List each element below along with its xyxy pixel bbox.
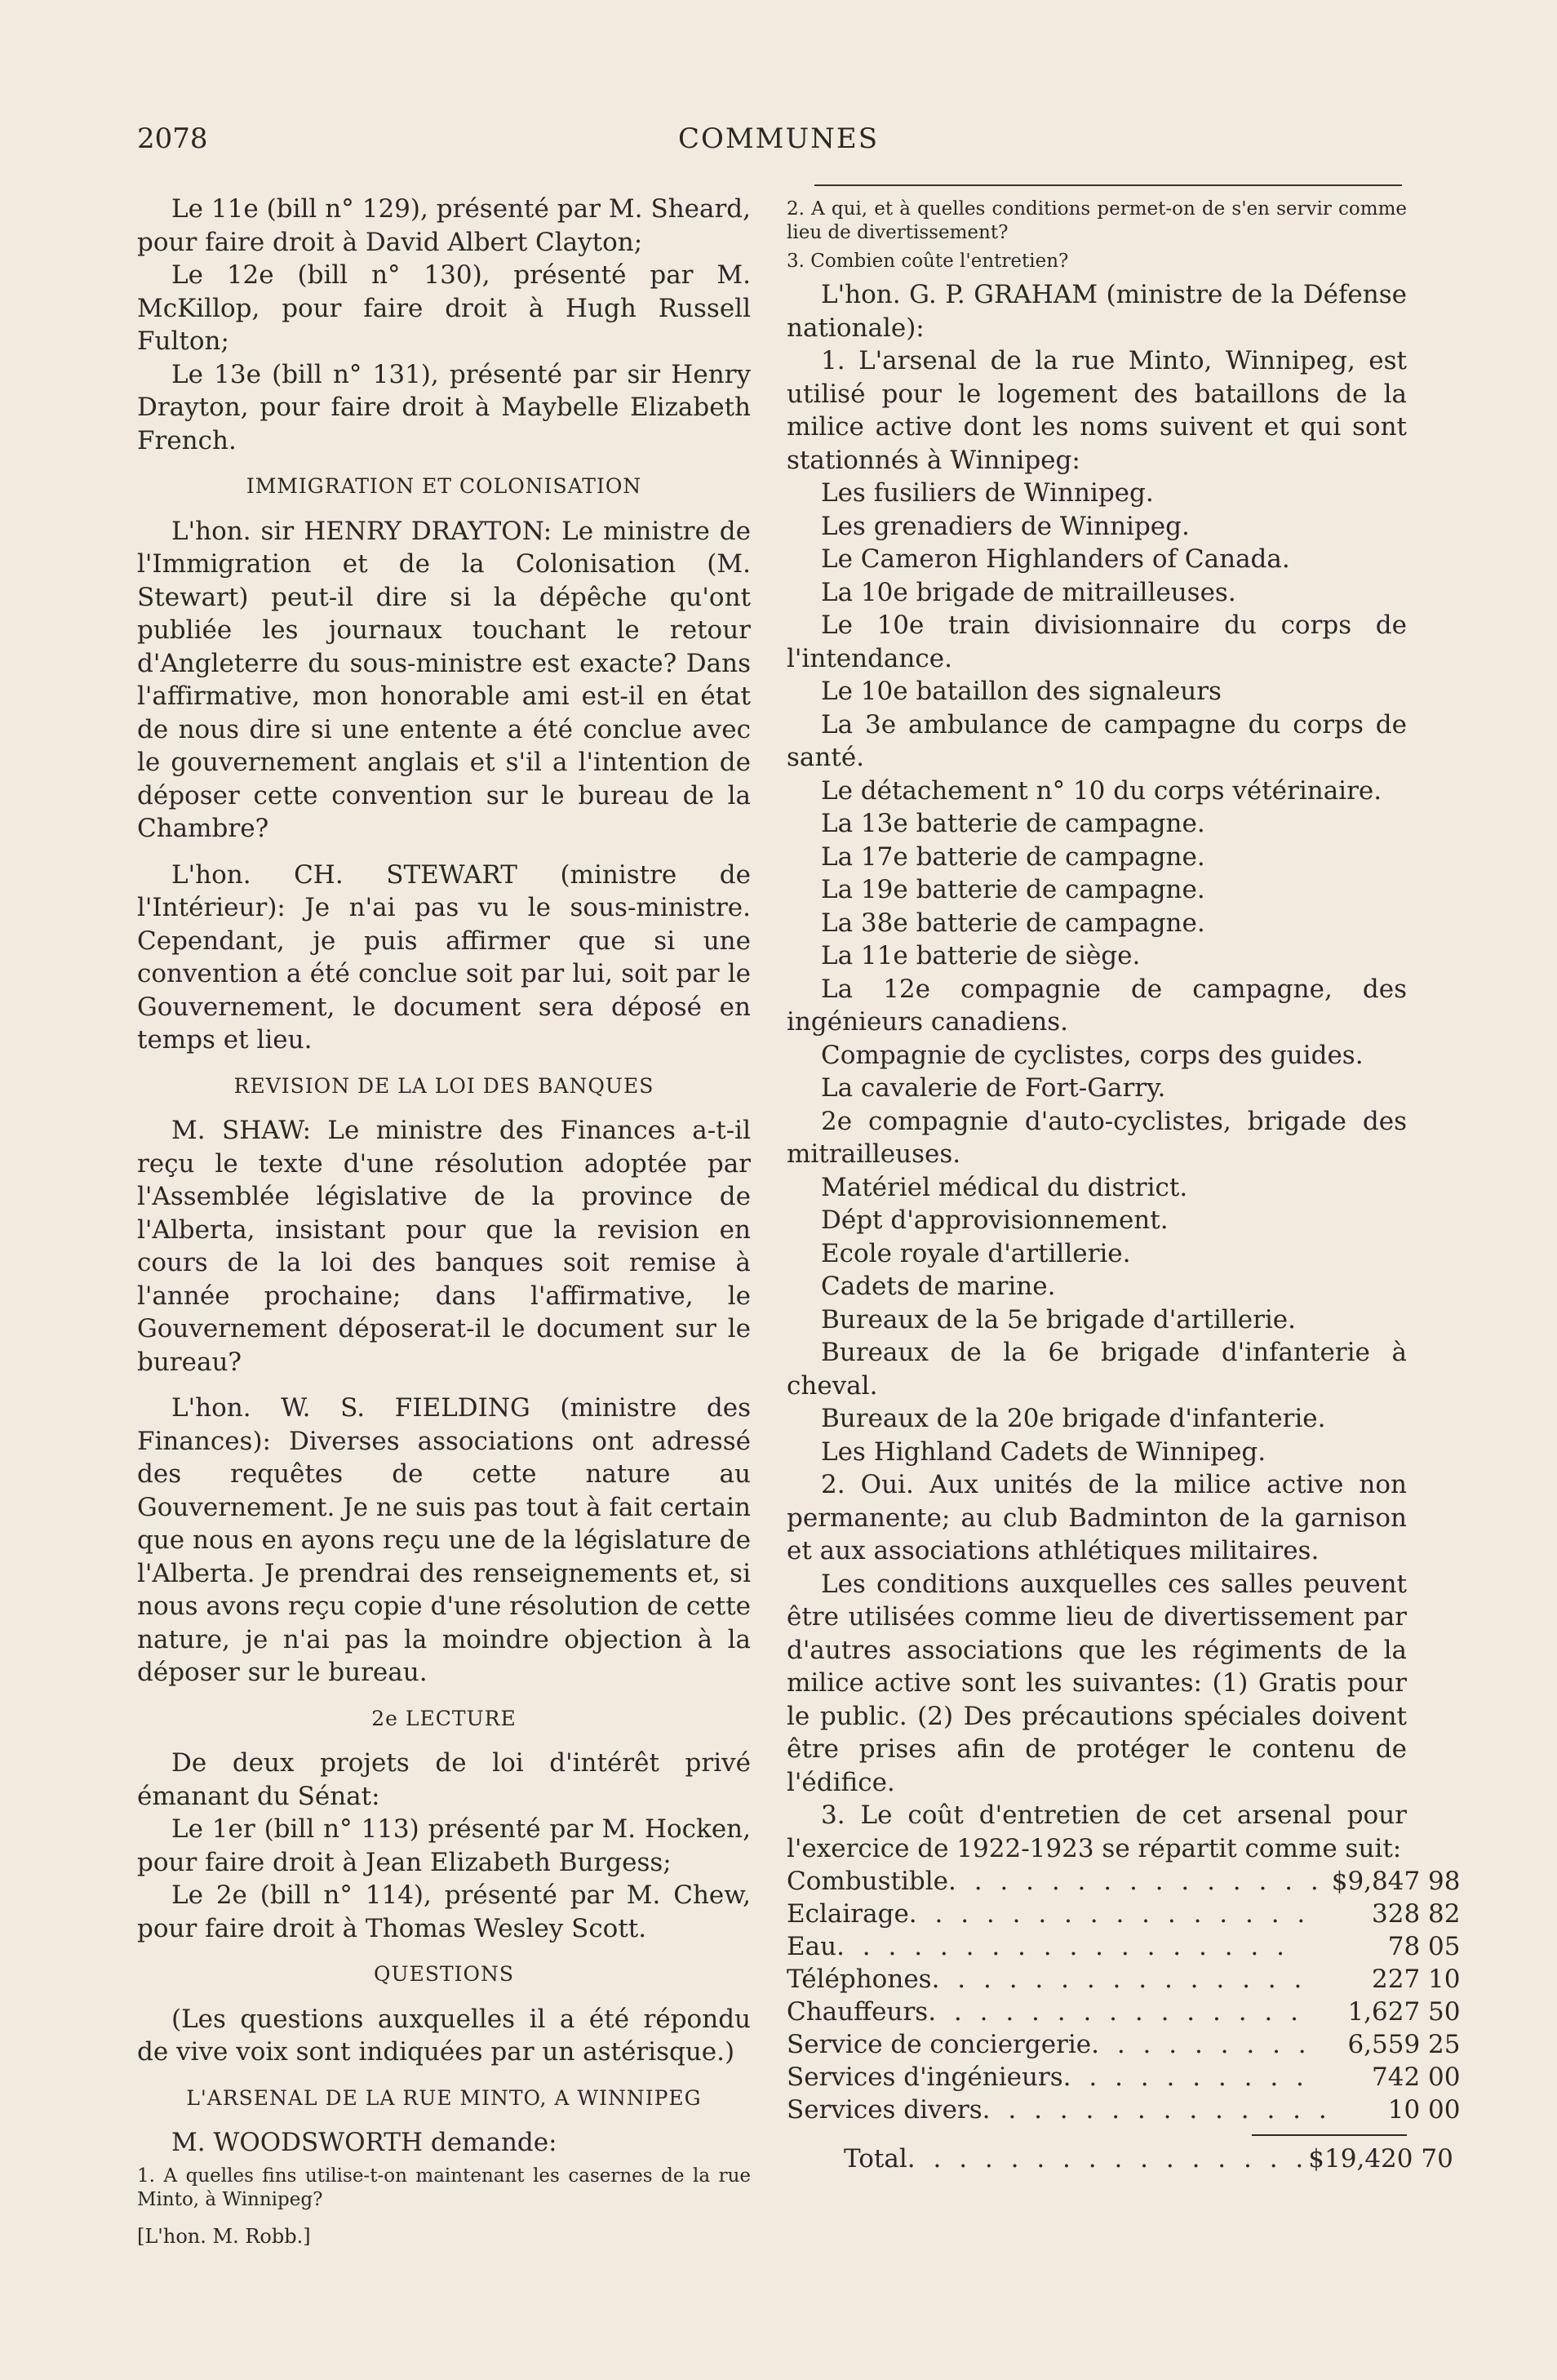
list-item: La 17e batterie de campagne. [821,841,1205,872]
paragraph: (Les questions auxquelles il a été répondu de vive voix sont indiquées par un astérisque.) [137,2004,751,2067]
section-heading-questions: QUESTIONS [374,1962,514,1986]
paragraph: De deux projets de loi d'intérêt privé émanant du Sénat: [137,1748,751,1811]
table-row [787,1930,1461,1963]
bill-entry: Le 12e (bill n° 130), présenté par M. McKillop, pour faire droit à Hugh Russell Fulton; [137,260,751,356]
list-item: Les fusiliers de Winnipeg. [821,478,1154,508]
list-item: La 12e compagnie de campagne, des ingénieurs canadiens. [787,974,1407,1037]
sum-rule [1252,2134,1407,2136]
currency-sign [1332,1898,1348,1930]
cost-table [787,1865,1461,2126]
paragraph: M. SHAW: Le ministre des Finances a-t-il reçu le texte d'une résolution adoptée par l'Assemblée législative de la province de l'Alberta, insistant pour que la revision en cours de la loi des banques soit remise à l'année prochaine; dans l'affirmative, le Gouvernement déposerat-il le document sur le bureau? [137,1116,751,1377]
leader-dots: . . . . . . . . . . . . . . . [928,1997,1303,2027]
bill-entry: Le 11e (bill n° 129), présenté par M. Sheard, pour faire droit à David Albert Clayton; [137,194,751,257]
page-title: COMMUNES [677,122,880,155]
table-row [787,2061,1461,2094]
cost-label: Services divers [787,2095,983,2125]
paragraph: Le 2e (bill n° 114), présenté par M. Chew, pour faire droit à Thomas Wesley Scott. [137,1880,751,1943]
paragraph: L'hon. CH. STEWART (ministre de l'Intérieur): Je n'ai pas vu le sous-ministre. Cependant, je puis affirmer que si une convention a été conclue soit par lui, soit par le Gouvernement, le document sera déposé en temps et lieu. [137,859,751,1055]
total-label: Total [844,2144,907,2174]
currency-sign [1332,2094,1348,2126]
cost-amount: 78 05 [1387,1932,1461,1961]
cost-amount: 6,559 25 [1347,2030,1461,2059]
question-text: 1. A quelles fins utilise-t-on maintenant les casernes de la rue Minto, à Winnipeg? [137,2165,751,2210]
cost-amount: 10 00 [1387,2095,1461,2125]
list-item: La 19e batterie de campagne. [821,875,1205,904]
paragraph: M. WOODSWORTH demande: [171,2128,557,2157]
cost-label: Chauffeurs [787,1997,929,2027]
question-text: 2. A qui, et à quelles conditions permet-on de s'en servir comme lieu de divertissement? [787,198,1407,243]
paragraph: L'hon. W. S. FIELDING (ministre des Finances): Diverses associations ont adressé des requêtes de cette nature au Gouvernement. Je ne suis pas tout à fait certain que nous en ayons reçu une de la législature de l'Alberta. Je prendrai des renseignements et, si nous avons reçu copie d'une résolution de cette nature, je n'ai pas la moindre objection à la déposer sur le bureau. [137,1393,751,1687]
leader-dots: . . . . . . . . . . . . . . . . [907,2144,1309,2174]
table-row [787,2028,1461,2061]
leader-dots: . . . . . . . . . . . . . . . [931,1965,1307,1994]
left-column [137,193,751,2253]
list-item: Le Cameron Highlanders of Canada. [821,544,1290,574]
leader-dots: . . . . . . . . . . . . . . . [947,1867,1324,1896]
cost-amount: 9,847 98 [1347,1867,1461,1896]
total-table [787,2142,1453,2175]
paragraph: Les conditions auxquelles ces salles peuvent être utilisées comme lieu de divertissement par d'autres associations que les régiments de la milice active sont les suivantes: (1) Gratis pour le public. (2) Des précautions spéciales doivent être prises afin de protéger le contenu de l'édifice. [787,1569,1407,1797]
currency-sign: $ [1308,2144,1325,2174]
cost-label: Services d'ingénieurs [787,2063,1063,2092]
list-item: Bureaux de la 6e brigade d'infanterie à cheval. [787,1338,1407,1401]
leader-dots: . . . . . . . . . . . . . . . . [908,1899,1311,1929]
cost-label: Téléphones [787,1965,932,1994]
list-item: Le détachement n° 10 du corps vétérinaire. [821,775,1382,806]
cost-amount: 742 00 [1372,2063,1461,2092]
paragraph: Le 1er (bill n° 113) présenté par M. Hocken, pour faire droit à Jean Elizabeth Burgess; [137,1814,751,1877]
leader-dots: . . . . . . . . . . . . . . . . . . [836,1932,1289,1961]
paragraph: L'hon. sir HENRY DRAYTON: Le ministre de l'Immigration et de la Colonisation (M. Stewart) peut-il dire si la dépêche qu'ont publiée les journaux touchant le retour d'Angleterre du sous-ministre est exacte? Dans l'affirmative, mon honorable ami est-il en état de nous dire si une entente a été conclue avec le gouvernement anglais et s'il a l'intention de déposer cette convention sur le bureau de la Chambre? [137,516,751,843]
cost-amount: 328 82 [1372,1899,1461,1929]
section-heading-arsenal: L'ARSENAL DE LA RUE MINTO, A WINNIPEG [186,2085,702,2110]
paragraph: 3. Le coût d'entretien de cet arsenal pour l'exercice de 1922-1923 se répartit comme suit: [787,1801,1407,1863]
currency-sign [1332,1930,1348,1963]
section-heading-immigration: IMMIGRATION ET COLONISATION [246,474,642,498]
list-item: La 38e batterie de campagne. [821,908,1205,938]
unit-list [787,477,1407,1468]
list-item: Bureaux de la 20e brigade d'infanterie. [821,1404,1326,1433]
table-row [787,2094,1461,2126]
table-row [787,1865,1461,1898]
list-item: La cavalerie de Fort-Garry. [821,1073,1166,1103]
leader-dots: . . . . . . . . . . [1062,2063,1309,2092]
currency-sign: $ [1331,1867,1348,1896]
bill-entry: Le 13e (bill n° 131), présenté par sir Henry Drayton, pour faire droit à Maybelle Elizabeth French. [137,359,751,455]
list-item: La 11e batterie de siège. [821,941,1141,970]
list-item: La 3e ambulance de campagne du corps de santé. [787,709,1407,772]
list-item: La 13e batterie de campagne. [821,809,1205,838]
total-amount: 19,420 70 [1324,2144,1453,2174]
paragraph: L'hon. G. P. GRAHAM (ministre de la Défense nationale): [787,280,1407,343]
cost-amount: 227 10 [1372,1965,1461,1994]
footer-signature: [L'hon. M. Robb.] [137,2224,311,2248]
list-item: Dépt d'approvisionnement. [821,1206,1169,1235]
list-item: 2e compagnie d'auto-cyclistes, brigade des mitrailleuses. [787,1106,1407,1169]
list-item: Ecole royale d'artillerie. [821,1238,1131,1268]
leader-dots: . . . . . . . . . . . . . . [982,2095,1332,2125]
list-item: Matériel médical du district. [821,1172,1188,1202]
total-row [787,2142,1453,2175]
list-item: Les grenadiers de Winnipeg. [821,511,1190,541]
list-item: La 10e brigade de mitrailleuses. [821,577,1236,607]
list-item: Bureaux de la 5e brigade d'artillerie. [821,1304,1297,1334]
leader-dots: . . . . . . . . . [1091,2030,1311,2059]
paragraph: 1. L'arsenal de la rue Minto, Winnipeg, est utilisé pour le logement des bataillons de la milice active dont les noms suivent et qui sont stationnés à Winnipeg: [787,346,1407,475]
right-column [787,193,1461,2175]
section-heading-lecture: 2e LECTURE [371,1706,517,1730]
table-row [787,1996,1461,2028]
section-heading-banques: REVISION DE LA LOI DES BANQUES [233,1073,654,1098]
table-row [787,1898,1461,1930]
list-item: Le 10e bataillon des signaleurs [821,677,1222,706]
question-text: 3. Combien coûte l'entretien? [787,251,1069,272]
list-item: Cadets de marine. [821,1272,1056,1301]
cost-amount: 1,627 50 [1347,1997,1461,2027]
currency-sign [1332,2061,1348,2094]
list-item: Les Highland Cadets de Winnipeg. [821,1436,1266,1467]
cost-label: Eclairage [787,1899,909,1929]
list-item: Le 10e train divisionnaire du corps de l'intendance. [787,611,1407,673]
currency-sign [1332,2028,1348,2061]
paragraph: 2. Oui. Aux unités de la milice active non permanente; au club Badminton de la garnison et aux associations athlétiques militaires. [787,1470,1407,1565]
cost-label: Eau [787,1932,837,1961]
header-rule [814,184,1402,186]
cost-label: Combustible [787,1867,948,1896]
table-row [787,1963,1461,1996]
list-item: Compagnie de cyclistes, corps des guides. [821,1040,1364,1070]
currency-sign [1332,1996,1348,2028]
currency-sign [1332,1963,1348,1996]
cost-label: Service de conciergerie [787,2030,1092,2059]
page-number: 2078 [137,122,208,155]
